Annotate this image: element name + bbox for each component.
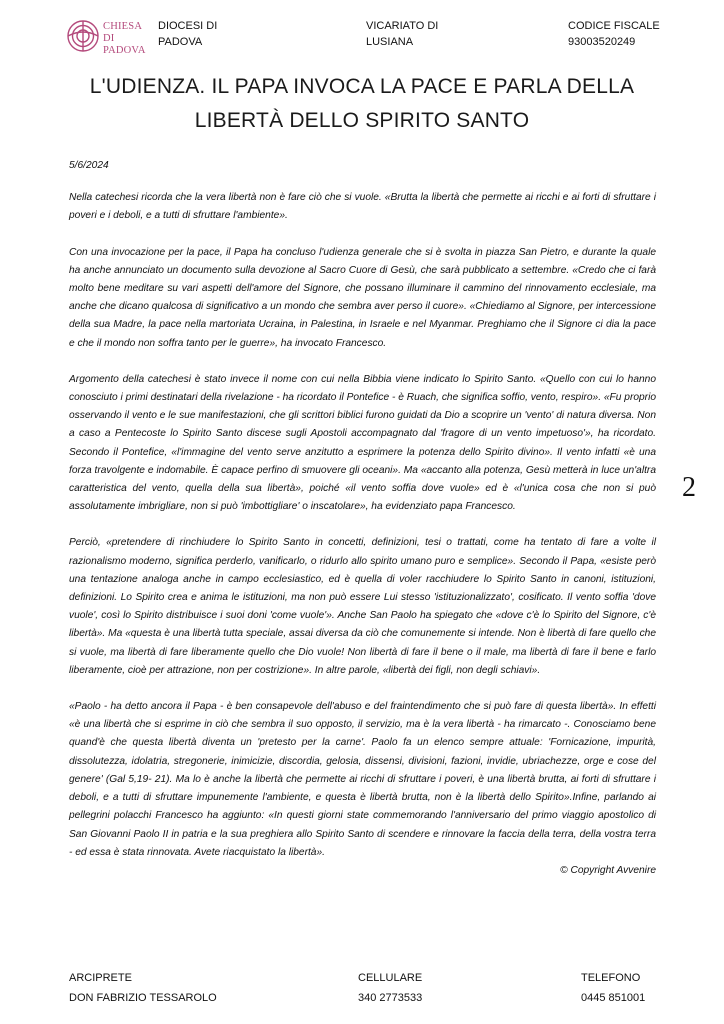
phone-label: TELEFONO (581, 972, 641, 984)
vicariate-label: VICARIATO DI (366, 20, 439, 32)
diocese-logo (66, 16, 152, 56)
fiscal-code-value: 93003520249 (568, 36, 636, 48)
paragraph-1: Nella catechesi ricorda che la vera libertà non è fare ciò che si vuole. «Brutta la libertà che permette ai ricchi e ai forti di sfruttare i poveri e i deboli, e a tutti di sfruttare l'ambiente». (69, 192, 656, 222)
page-number: 2 (682, 472, 696, 503)
mobile-value: 340 2773533 (358, 992, 423, 1004)
diocese-value: PADOVA (158, 36, 203, 48)
paragraph-4: Perciò, «pretendere di rinchiudere lo Spirito Santo in concetti, definizioni, tesi o trattati, come ha tentato di fare a volte il razionalismo moderno, significa perderlo, vanificarlo, o ridurlo allo spirito umano puro e semplice». Secondo il Papa, «esiste però una tentazione analoga anche in campo ecclesiastico, ed è quella di voler racchiudere lo Spirito Santo in canoni, istituzioni, definizioni. Lo Spirito crea e anima le istituzioni, ma non può essere Lui stesso 'istituzionalizzato', cosificato. Il vento soffia 'dove vuole', così lo Spirito distribuisce i suoi doni 'come vuole'». Anche San Paolo ha spiegato che «dove c'è lo Spirito del Signore, c'è libertà». Ma «questa è una libertà tutta speciale, assai diversa da ciò che comunemente si intende. Non è libertà di fare quello che si vuole, ma libertà di fare liberamente quello che Dio vuole! Non libertà di fare il bene o il male, ma libertà di fare il bene e farlo liberamente, cioè per attrazione, non per costrizione». In altre parole, «libertà dei figli, non degli schiavi». (69, 537, 656, 676)
article-date: 5/6/2024 (69, 160, 109, 171)
diocese-label: DIOCESI DI (158, 20, 218, 32)
vicariate-info (366, 18, 438, 50)
diocese-logo-icon (66, 18, 100, 54)
paragraph-2: Con una invocazione per la pace, il Papa ha concluso l'udienza generale che si è svolta in piazza San Pietro, e durante la quale ha anche annunciato un documento sulla devozione al Sacro Cuore di Gesù, che sarà pubblicato a settembre. «Credo che ci farà molto bene meditare su vari aspetti dell'amore del Signore, che possano illuminare il cammino del rinnovamento ecclesiale, ma anche che dicano qualcosa di significativo a un mondo che sembra aver perso il cuore». «Chiediamo al Signore, per intercessione della sua Madre, la pace nella martoriata Ucraina, in Palestina, in Israele e nel Myanmar. Preghiamo che il Signore ci dia la pace e che il mondo non soffra tanto per le guerre», ha invocato Francesco. (69, 246, 656, 349)
title-line-2: LIBERTÀ DELLO SPIRITO SANTO (194, 109, 530, 132)
copyright-notice: © Copyright Avvenire (560, 864, 656, 876)
vicariate-value: LUSIANA (366, 36, 414, 48)
title-line-1: L'UDIENZA. IL PAPA INVOCA LA PACE E PARLA DELLA (89, 75, 635, 98)
letterhead (66, 16, 666, 56)
article-title (50, 70, 674, 138)
footer-mobile (358, 968, 422, 1008)
mobile-label: CELLULARE (358, 972, 423, 984)
diocese-info (158, 18, 217, 50)
fiscal-code-label: CODICE FISCALE (568, 20, 660, 32)
footer-phone (581, 968, 645, 1008)
fiscal-code-info (568, 18, 660, 50)
paragraph-3: Argomento della catechesi è stato invece il nome con cui nella Bibbia viene indicato lo Spirito Santo. «Quello con cui lo hanno conosciuto i primi destinatari della rivelazione - ha ricordato il Pontefice - è Ruach, che significa soffio, vento, respiro». «Fu proprio osservando il vento e le sue manifestazioni, che gli scrittori biblici furono guidati da Dio a scoprire un 'vento' di natura diversa. Non a caso a Pentecoste lo Spirito Santo discese sugli Apostoli accompagnato dal 'fragore di un vento impetuoso'», ha ricordato. Secondo il Pontefice, «l'immagine del vento serve anzitutto a esprimere la potenza dello Spirito divino». Il vento infatti «è una forza travolgente e indomabile. È capace perfino di smuovere gli oceani». Ma «accanto alla potenza, Gesù metterà in luce un'altra caratteristica del vento, quella della sua libertà», poiché «il vento soffia dove vuole» ed è «l'unica cosa che non si può assolutamente imbrigliare, non si può 'imbottigliare' o inscatolare», ha evidenziato papa Francesco. (69, 373, 656, 513)
priest-name: DON FABRIZIO TESSAROLO (69, 992, 217, 1004)
logo-text-line2: PADOVA (103, 45, 146, 56)
article-body (69, 157, 656, 880)
footer-priest (69, 968, 217, 1008)
paragraph-5: «Paolo - ha detto ancora il Papa - è ben consapevole dell'abuso e del fraintendimento che si può fare di questa libertà». In effetti «è una libertà che si esprime in ciò che sembra il suo opposto, il servizio, ma è la vera libertà - ha rimarcato -. Conosciamo bene quand'è che questa libertà diventa un 'pretesto per la carne'. Paolo fa un elenco sempre attuale: 'Fornicazione, impurità, dissolutezza, idolatria, stregonerie, inimicizie, discordia, gelosia, dissensi, divisioni, fazioni, invidie, ubriachezze, orge e cose del genere' (Gal 5,19- 21). Ma lo è anche la libertà che permette ai ricchi di sfruttare i poveri, è una libertà brutta, ai forti di sfruttare i deboli, e a tutti di sfruttare impunemente l'ambiente, e questa è libertà brutta, non è la libertà dello Spirito».Infine, parlando ai pellegrini polacchi Francesco ha aggiunto: «In questi giorni state commemorando l'anniversario del primo viaggio apostolico di San Giovanni Paolo II in patria e la sua preghiera allo Spirito Santo di scendere e rinnovare la faccia della terra, della vostra terra - ed essa è stata rinnovata. Avete riacquistato la libertà». (69, 701, 656, 858)
logo-text-line1: CHIESA DI (103, 21, 142, 44)
phone-value: 0445 851001 (581, 992, 646, 1004)
priest-label: ARCIPRETE (69, 972, 132, 984)
